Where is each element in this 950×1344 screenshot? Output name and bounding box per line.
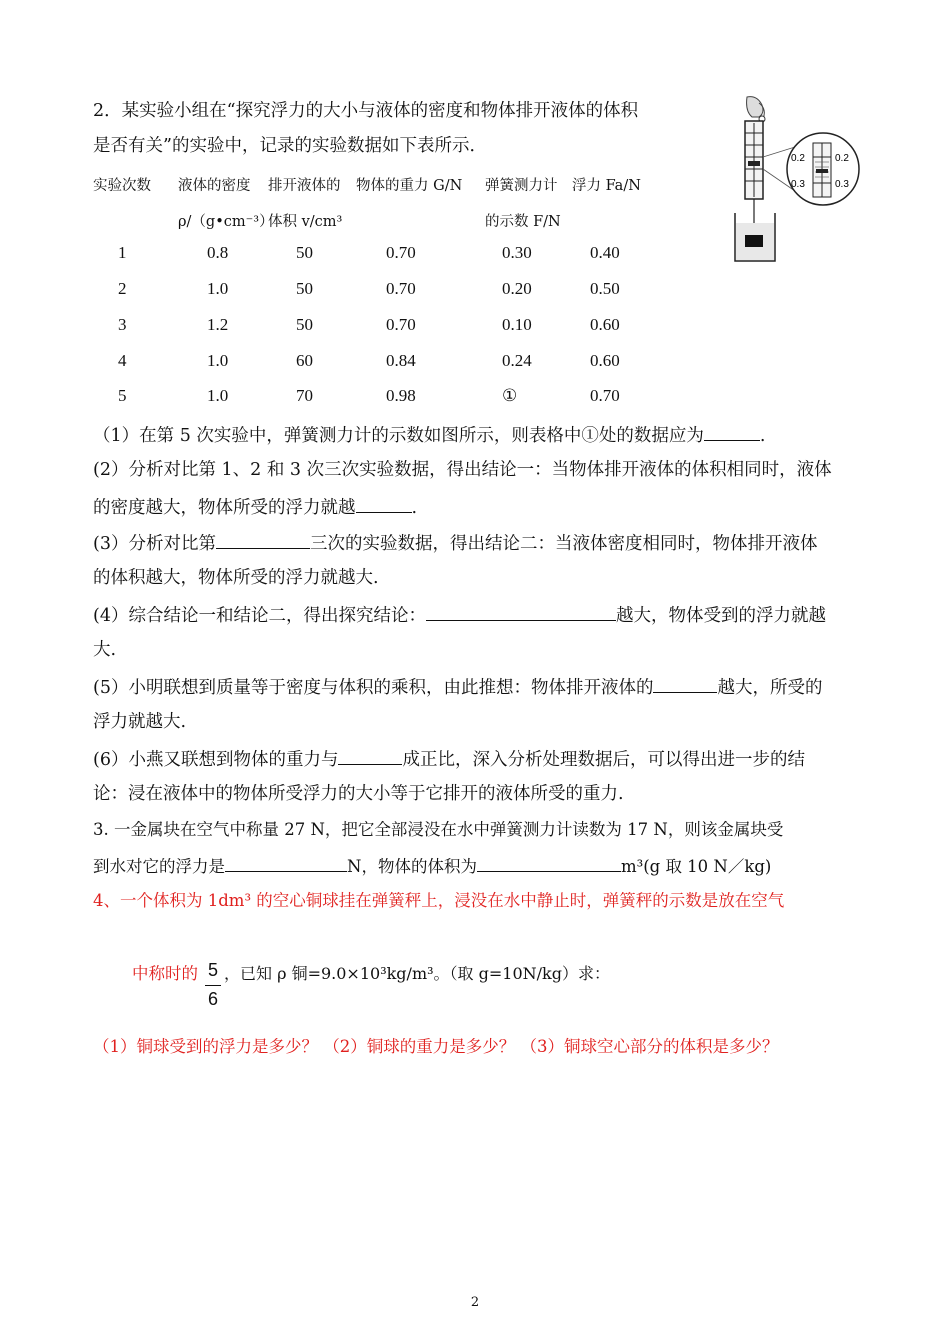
table-cell: 60 — [296, 351, 313, 370]
q2-sub3-line1 — [93, 530, 817, 556]
table-cell: 0.20 — [502, 279, 532, 298]
table-cell: 1.0 — [207, 351, 229, 370]
q2-sub5-line2: 浮力就越大. — [93, 712, 187, 732]
q2-intro-line1: 2．某实验小组在“探究浮力的大小与液体的密度和物体排开液体的体积 — [93, 101, 639, 121]
table-cell: 0.70 — [386, 315, 416, 334]
table-row-index: 4 — [118, 351, 127, 370]
q2-sub3-text-b: 三次的实验数据，得出结论二：当液体密度相同时，物体排开液体 — [309, 534, 818, 554]
answer-blank-6[interactable] — [338, 746, 402, 765]
table-cell: 50 — [296, 243, 313, 262]
table-cell: 0.8 — [207, 243, 229, 262]
header-displaced: 排开液体的 — [268, 178, 341, 194]
q2-sub1-text: （1）在第 5 次实验中，弹簧测力计的示数如图所示，则表格中①处的数据应为 — [93, 426, 704, 446]
q2-sub2-line2 — [93, 494, 417, 520]
q2-sub3-text-a: (3）分析对比第 — [93, 534, 216, 554]
spring-scale-figure — [727, 95, 862, 274]
header-volume-unit: 体积 v/cm³ — [268, 214, 343, 230]
page-number: 2 — [470, 1295, 480, 1310]
table-cell: 0.24 — [502, 351, 532, 370]
q2-sub4-line1 — [93, 602, 826, 628]
answer-blank-2[interactable] — [356, 494, 412, 513]
table-cell: 0.60 — [590, 315, 620, 334]
q2-sub2-text: 的密度越大，物体所受的浮力就越 — [93, 498, 356, 518]
header-buoyancy: 浮力 Fa/N — [572, 178, 641, 194]
fraction-numerator: 5 — [208, 960, 219, 980]
q2-intro-line2: 是否有关”的实验中，记录的实验数据如下表所示． — [93, 136, 487, 156]
q2-sub4-text-a: (4）综合结论一和结论二，得出探究结论： — [93, 606, 426, 626]
table-cell: 50 — [296, 315, 313, 334]
magnifier-label-bottom-right: 0.3 — [835, 179, 849, 190]
answer-blank-volume[interactable] — [477, 853, 621, 872]
q2-sub5-text-a: (5）小明联想到质量等于密度与体积的乘积，由此推想：物体排开液体的 — [93, 678, 654, 698]
table-cell: 0.40 — [590, 243, 620, 262]
table-cell: 0.70 — [590, 386, 620, 405]
header-density: 液体的密度 — [178, 178, 251, 194]
magnifier-label-top-left: 0.2 — [791, 153, 805, 164]
answer-blank-3[interactable] — [216, 530, 310, 549]
q2-sub2-line1: (2）分析对比第 1、2 和 3 次三次实验数据，得出结论一：当物体排开液体的体积相同时，液体 — [93, 460, 832, 480]
header-density-unit: ρ/（g•cm⁻³） — [178, 214, 274, 230]
q2-sub2-end: . — [411, 498, 418, 518]
answer-blank-1[interactable] — [704, 422, 760, 441]
magnifier-label-top-right: 0.2 — [835, 153, 849, 164]
magnifier-label-bottom-left: 0.3 — [791, 179, 805, 190]
q2-sub5-line1 — [93, 674, 822, 700]
table-cell: 0.60 — [590, 351, 620, 370]
q2-sub5-text-b: 越大，所受的 — [717, 678, 823, 698]
table-cell: 0.70 — [386, 243, 416, 262]
q3-line1: 3. 一金属块在空气中称量 27 N，把它全部浸没在水中弹簧测力计读数为 17 N，则该金属块受 — [93, 820, 784, 839]
q2-sub6-text-a: (6）小燕又联想到物体的重力与 — [93, 750, 339, 770]
table-cell: 0.84 — [386, 351, 416, 370]
q3-text-c: m³(g 取 10 N／kg) — [620, 857, 772, 876]
q2-sub6-line2: 论：浸在液体中的物体所受浮力的大小等于它排开的液体所受的重力. — [93, 784, 624, 804]
q3-text-a: 到水对它的浮力是 — [93, 857, 225, 876]
table-cell: 0.30 — [502, 243, 532, 262]
q2-sub1-end: . — [759, 426, 766, 446]
table-row-index: 5 — [118, 386, 127, 405]
table-cell: 1.0 — [207, 279, 229, 298]
q4-questions: （1）铜球受到的浮力是多少？ （2）铜球的重力是多少？ （3）铜球空心部分的体积是多少？ — [93, 1037, 779, 1056]
answer-blank-5[interactable] — [653, 674, 717, 693]
table-cell: 1.0 — [207, 386, 229, 405]
q2-sub4-text-b: 越大，物体受到的浮力就越 — [615, 606, 826, 626]
table-cell: 0.98 — [386, 386, 416, 405]
answer-blank-buoyancy[interactable] — [225, 853, 347, 872]
table-cell: ① — [502, 386, 518, 405]
table-cell: 0.10 — [502, 315, 532, 334]
table-cell: 1.2 — [207, 315, 229, 334]
q3-line2 — [93, 853, 771, 879]
q2-sub6-text-b: 成正比，深入分析处理数据后，可以得出进一步的结 — [402, 750, 805, 770]
header-weight: 物体的重力 G/N — [356, 178, 463, 194]
table-cell: 50 — [296, 279, 313, 298]
table-row-index: 1 — [118, 243, 127, 262]
fraction-bar — [205, 985, 221, 986]
table-cell: 0.70 — [386, 279, 416, 298]
table-cell: 70 — [296, 386, 313, 405]
q4-line2-a: 中称时的 — [132, 964, 198, 983]
q2-sub4-line2: 大. — [93, 640, 117, 660]
fraction-denominator: 6 — [208, 989, 219, 1009]
q3-text-b: N，物体的体积为 — [347, 857, 477, 876]
q4-line2-b: ，已知 ρ 铜=9.0×10³kg/m³。（取 g=10N/kg）求： — [224, 964, 610, 983]
table-row-index: 2 — [118, 279, 127, 298]
q2-sub6-line1 — [93, 746, 805, 772]
header-spring-unit: 的示数 F/N — [485, 214, 561, 230]
header-spring: 弹簧测力计 — [485, 178, 558, 194]
header-trial: 实验次数 — [93, 178, 151, 194]
q2-sub1 — [93, 422, 765, 448]
q2-sub3-line2: 的体积越大，物体所受的浮力就越大. — [93, 568, 379, 588]
table-cell: 0.50 — [590, 279, 620, 298]
q4-line1: 4、一个体积为 1dm³ 的空心铜球挂在弹簧秤上，浸没在水中静止时，弹簧秤的示数是放在空气 — [93, 891, 785, 910]
table-row-index: 3 — [118, 315, 127, 334]
answer-blank-4[interactable] — [426, 602, 616, 621]
